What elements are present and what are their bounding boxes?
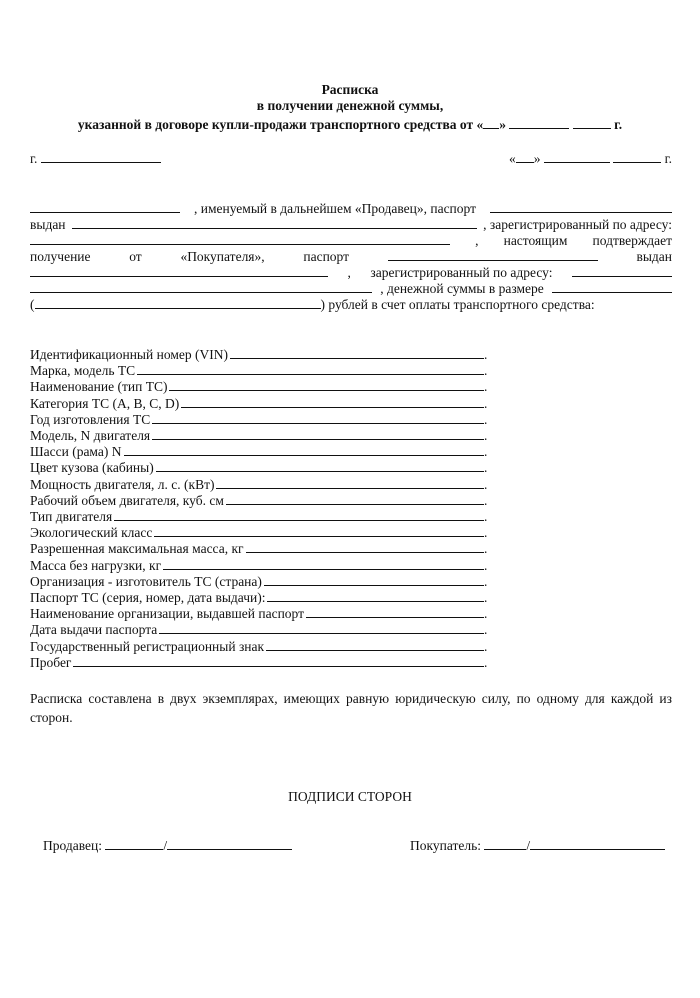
- vehicle-field-end: .: [484, 460, 488, 476]
- seller-name-decode-field[interactable]: [167, 837, 292, 850]
- vehicle-field-input[interactable]: [154, 524, 484, 537]
- vehicle-field-label: Организация - изготовитель ТС (страна): [30, 573, 262, 589]
- vehicle-field-end: .: [484, 492, 488, 508]
- vehicle-field-end: .: [484, 638, 488, 654]
- seller-address-line: [30, 232, 672, 248]
- seller-signature-slash: /: [163, 838, 168, 853]
- contract-date-mid: »: [499, 117, 507, 132]
- vehicle-field-end: .: [484, 395, 488, 411]
- vehicle-field-label: Марка, модель ТС: [30, 363, 136, 379]
- vehicle-field-end: .: [484, 622, 488, 638]
- vehicle-field-label: Модель, N двигателя: [30, 428, 151, 443]
- vehicle-field-row: [30, 443, 490, 459]
- vehicle-field-row: [30, 395, 490, 411]
- vehicle-field-row: [30, 524, 490, 540]
- vehicle-field-input[interactable]: [226, 492, 484, 505]
- vehicle-field-label: Мощность двигателя, л. с. (кВт): [30, 476, 215, 492]
- receipt-word-1: получение: [30, 249, 91, 264]
- vehicle-field-input[interactable]: [246, 540, 484, 553]
- vehicle-field-row: [30, 346, 490, 362]
- vehicle-field-label: Тип двигателя: [30, 509, 113, 524]
- vehicle-field-end: .: [484, 573, 488, 589]
- quote-open: «: [508, 151, 516, 166]
- buyer-signature-label: Покупатель:: [410, 838, 482, 853]
- quote-close: »: [533, 151, 541, 166]
- seller-issued-label: выдан: [30, 217, 66, 232]
- seller-passport-field[interactable]: [490, 200, 672, 213]
- vehicle-field-row: [30, 362, 490, 378]
- seller-address-field[interactable]: [30, 232, 450, 245]
- vehicle-field-input[interactable]: [163, 557, 484, 570]
- seller-signature-label: Продавец:: [43, 838, 102, 853]
- vehicle-field-label: Рабочий объем двигателя, куб. см: [30, 492, 224, 508]
- contract-year-suffix: г.: [614, 117, 623, 132]
- vehicle-field-label: Наименование (тип ТС): [30, 379, 168, 395]
- vehicle-field-row: [30, 621, 490, 637]
- vehicle-field-input[interactable]: [216, 476, 484, 489]
- vehicle-field-row: [30, 427, 490, 443]
- contract-date-prefix: указанной в договоре купли-продажи транспортного средства от «: [77, 117, 484, 132]
- seller-signature-field[interactable]: [105, 837, 163, 850]
- vehicle-field-input[interactable]: [181, 395, 484, 408]
- month-field[interactable]: [544, 150, 610, 163]
- vehicle-field-row: [30, 459, 490, 475]
- vehicle-field-end: .: [484, 363, 488, 379]
- payment-purpose-text: ) рублей в счет оплаты транспортного средства:: [320, 297, 595, 312]
- seller-address-comma: ,: [475, 233, 479, 248]
- vehicle-field-input[interactable]: [267, 589, 484, 602]
- vehicle-field-label: Шасси (рама) N: [30, 444, 122, 460]
- vehicle-field-label: Паспорт ТС (серия, номер, дата выдачи):: [30, 590, 266, 605]
- buyer-line: [30, 248, 672, 264]
- seller-issued-line: [30, 216, 672, 232]
- vehicle-field-label: Год изготовления ТС: [30, 411, 151, 427]
- vehicle-field-row: [30, 589, 490, 605]
- vehicle-field-input[interactable]: [124, 443, 485, 456]
- vehicle-field-label: Государственный регистрационный знак: [30, 638, 265, 654]
- vehicle-field-label: Разрешенная максимальная масса, кг: [30, 541, 244, 557]
- amount-digits-field[interactable]: [552, 280, 672, 293]
- buyer-address-label: зарегистрированный по адресу:: [370, 265, 553, 280]
- buyer-signature-slash: /: [526, 838, 531, 853]
- receipt-word-4: паспорт: [303, 249, 350, 264]
- vehicle-field-end: .: [484, 654, 488, 670]
- vehicle-field-end: .: [484, 525, 488, 541]
- vehicle-field-row: [30, 557, 490, 573]
- vehicle-field-row: [30, 654, 490, 670]
- vehicle-field-end: .: [484, 476, 488, 492]
- seller-address-label: , зарегистрированный по адресу:: [483, 217, 672, 232]
- seller-intro-text: , именуемый в дальнейшем «Продавец», паспорт: [193, 201, 477, 216]
- vehicle-field-end: .: [484, 444, 488, 460]
- vehicle-field-input[interactable]: [169, 378, 484, 391]
- confirm-word-2: подтверждает: [592, 233, 672, 248]
- vehicle-field-row: [30, 378, 490, 394]
- seller-issued-field[interactable]: [72, 216, 477, 229]
- document-date: [509, 150, 672, 167]
- year-suffix: г.: [664, 151, 672, 166]
- vehicle-field-label: Экологический класс: [30, 525, 153, 541]
- vehicle-field-row: [30, 492, 490, 508]
- seller-name-field[interactable]: [30, 200, 180, 213]
- vehicle-field-input[interactable]: [114, 508, 484, 521]
- amount-words-field[interactable]: [35, 296, 321, 309]
- vehicle-field-label: Пробег: [30, 654, 72, 670]
- vehicle-field-input[interactable]: [156, 459, 484, 472]
- vehicle-field-end: .: [484, 379, 488, 395]
- vehicle-field-input[interactable]: [152, 427, 484, 440]
- vehicle-field-label: Категория ТС (A, B, C, D): [30, 395, 180, 411]
- vehicle-field-end: .: [484, 347, 488, 362]
- document-subtitle: в получении денежной суммы,: [256, 98, 444, 113]
- confirm-word-1: настоящим: [503, 233, 568, 248]
- vehicle-field-end: .: [484, 428, 488, 443]
- receipt-word-2: от: [129, 249, 142, 264]
- city-label: г.: [30, 151, 38, 166]
- vehicle-field-label: Масса без нагрузки, кг: [30, 557, 162, 573]
- buyer-name-decode-field[interactable]: [530, 837, 665, 850]
- day-field[interactable]: [516, 150, 534, 163]
- vehicle-field-input[interactable]: [159, 621, 484, 634]
- seller-line: [30, 200, 672, 216]
- vehicle-field-input[interactable]: [306, 605, 484, 618]
- vehicle-field-end: .: [484, 557, 488, 573]
- buyer-address-field-2[interactable]: [30, 280, 372, 293]
- buyer-issued-label: выдан: [636, 249, 672, 264]
- vehicle-field-row: [30, 508, 490, 524]
- vehicle-field-end: .: [484, 606, 488, 622]
- vehicle-field-input[interactable]: [73, 654, 484, 667]
- vehicle-field-input[interactable]: [230, 346, 484, 359]
- contract-month-field[interactable]: [509, 116, 569, 129]
- amount-words-line: [30, 296, 672, 312]
- buyer-address-field[interactable]: [572, 264, 672, 277]
- vehicle-field-label: Цвет кузова (кабины): [30, 460, 154, 476]
- vehicle-field-row: [30, 638, 490, 654]
- contract-date-line: [0, 116, 700, 133]
- buyer-signature: [410, 837, 665, 854]
- vehicle-field-input[interactable]: [266, 638, 484, 651]
- buyer-passport-field[interactable]: [388, 248, 598, 261]
- city-field[interactable]: [41, 150, 161, 163]
- vehicle-field-row: [30, 476, 490, 492]
- vehicle-field-row: [30, 540, 490, 556]
- buyer-issued-line: [30, 264, 672, 280]
- place-date-line: [30, 150, 672, 166]
- closing-paragraph: Расписка составлена в двух экземплярах, имеющих равную юридическую силу, по одному для каждой из сторон.: [30, 691, 672, 725]
- vehicle-field-label: Идентификационный номер (VIN): [30, 347, 228, 362]
- contract-day-field[interactable]: [483, 116, 499, 129]
- vehicle-field-end: .: [484, 411, 488, 427]
- amount-label: , денежной суммы в размере: [380, 281, 544, 296]
- vehicle-field-row: [30, 411, 490, 427]
- vehicle-field-end: .: [484, 509, 488, 524]
- vehicle-field-row: [30, 573, 490, 589]
- vehicle-field-input[interactable]: [264, 573, 484, 586]
- signatures-title: ПОДПИСИ СТОРОН: [288, 789, 412, 804]
- contract-year-field[interactable]: [573, 116, 611, 129]
- vehicle-field-end: .: [484, 590, 488, 605]
- year-field[interactable]: [613, 150, 661, 163]
- vehicle-field-label: Наименование организации, выдавшей паспорт: [30, 606, 305, 622]
- receipt-word-3: «Покупателя»,: [180, 249, 265, 264]
- amount-line: [30, 280, 672, 296]
- vehicle-field-end: .: [484, 541, 488, 557]
- buyer-issued-comma: ,: [347, 265, 351, 280]
- seller-signature: [43, 837, 292, 854]
- vehicle-field-input[interactable]: [152, 411, 484, 424]
- buyer-signature-field[interactable]: [484, 837, 526, 850]
- amount-open-paren: (: [30, 297, 35, 312]
- vehicle-field-input[interactable]: [137, 362, 484, 375]
- document-title: Расписка: [321, 82, 379, 97]
- vehicle-field-label: Дата выдачи паспорта: [30, 622, 158, 638]
- buyer-issued-field[interactable]: [30, 264, 328, 277]
- vehicle-field-row: [30, 605, 490, 621]
